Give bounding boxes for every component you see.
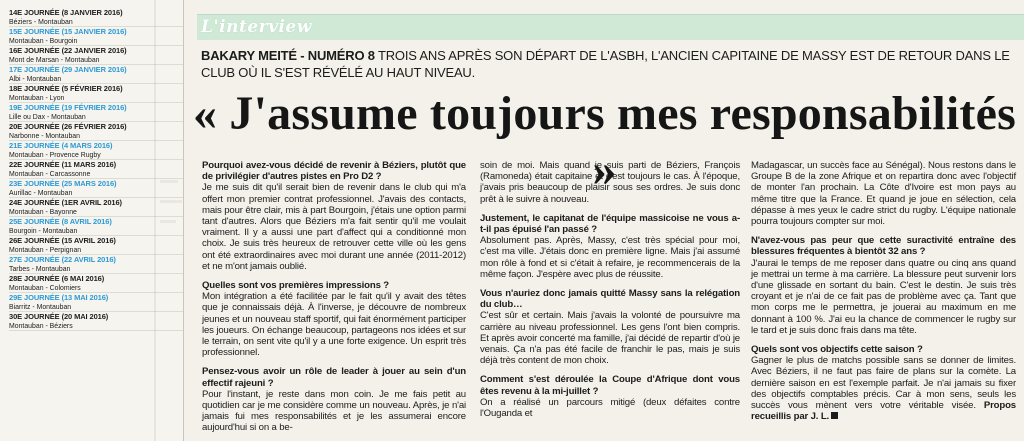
fixture-match: Montauban - Provence Rugby <box>9 150 101 159</box>
closing-answer-text: Gagner le plus de matchs possible sans se donner de limites. Avec Béziers, il ne faut pas faire de plans sur la comète. La dernière saison en est l'exemple parfait. Je n'ai jamais su fixer des objectifs comptables précis. Car à mon sens, seuls les succès vous mènent vers votre véritable visée. <box>751 355 1016 412</box>
interview-answer: Madagascar, un succès face au Sénégal). Nous restons dans le Groupe B de la zone Afrique et on repartira donc avec l'objectif de monter l'an prochain. La Côte d'Ivoire est mon pays au même titre que la France. Et quand je joue en sélection, cela dépasse à mes yeux le cadre strict du rugby. L'équipe nationale pourra toujours compter sur moi. <box>751 160 1016 228</box>
fixture-match: Aurillac - Montauban <box>9 188 73 197</box>
fixture-match: Montauban - Carcassonne <box>9 169 91 178</box>
interview-answer: Pour l'instant, je reste dans mon coin. Je me fais petit au quotidien car je me considère comme un nouveau. Après, je n'ai jamais fui mes responsabilités et je les assumerai encore aujourd'hui si on a be- <box>202 388 466 434</box>
interview-answer: soin de moi. Mais quand je suis parti de Béziers, François (Ramoneda) était capitaine et c'est toujours le cas. À l'époque, j'avais pris beaucoup de plaisir sous ses ordres. Je suis donc prêt à le suivre à nouveau. <box>480 160 740 205</box>
interview-answer: C'est sûr et certain. Mais j'avais la volonté de poursuivre ma carrière au niveau professionnel. Les gens l'ont bien compris. Et après avoir concerté ma famille, j'ai décidé de repartir d'où je venais. Ça n'a pas été facile de franchir le pas, mais je suis déjà très content de mon choix. <box>480 310 740 367</box>
interview-answer: Mon intégration a été facilitée par le fait qu'il y avait des têtes que je connaissais déjà. À l'inverse, je découvre de nombreux jeunes et un nouveau staff sportif, qui fait énormément participer les joueurs. On échange beaucoup, partageons nos idées et sur le terrain, on sent vite qu'il y a une forte exigence. Un esprit très professionnel. <box>202 291 466 359</box>
fixture-day: 15E JOURNÉE (15 JANVIER 2016) <box>9 27 127 36</box>
fixture-match: Béziers - Montauban <box>9 17 73 26</box>
fixture-day: 29E JOURNÉE (13 MAI 2016) <box>9 293 109 302</box>
fixture-day: 18E JOURNÉE (5 FÉVRIER 2016) <box>9 84 123 93</box>
fixture-day: 17E JOURNÉE (29 JANVIER 2016) <box>9 65 127 74</box>
article-deck <box>201 47 1016 81</box>
fixture-day: 22E JOURNÉE (11 MARS 2016) <box>9 160 117 169</box>
fixture-match: Montauban - Colomiers <box>9 283 81 292</box>
fixture-match: Montauban - Bourgoin <box>9 36 78 45</box>
deck-text: TROIS ANS APRÈS SON DÉPART DE L'ASBH, L'ANCIEN CAPITAINE DE MASSY EST DE RETOUR DANS LE CLUB OÙ IL S'EST RÉVÉLÉ AU HAUT NIVEAU. <box>201 48 1010 80</box>
interview-answer: Je me suis dit qu'il serait bien de revenir dans le club qui m'a offert mon premier contrat professionnel. J'avais des contacts, mais pour être clair, mis à part Bourgoin, j'étais une option parmi tant d'autres. Alors que Béziers m'a fait sentir qu'il me voulait vraiment. Il y a aussi une part d'affect qui a conditionné mon choix. Je suis très heureux de retrouver cette ville où les gens ont été extraordinaires avec moi durant une année (2011-2012) et ne m'ont jamais oublié. <box>202 182 466 272</box>
fixture-match: Mont de Marsan - Montauban <box>9 55 100 64</box>
fixture-day: 14E JOURNÉE (8 JANVIER 2016) <box>9 8 123 17</box>
interview-question: N'avez-vous pas peur que cette suractivité entraîne des blessures fréquentes à bientôt 32 ans ? <box>751 235 1016 258</box>
article-column-2 <box>480 160 740 419</box>
article-column-1 <box>202 160 466 434</box>
fixture-match: Montauban - Bayonne <box>9 207 77 216</box>
fixture-match: Bourgoin - Montauban <box>9 226 78 235</box>
fixture-day: 28E JOURNÉE (6 MAI 2016) <box>9 274 105 283</box>
fixture-day: 30E JOURNÉE (20 MAI 2016) <box>9 312 109 321</box>
interview-question: Pensez-vous avoir un rôle de leader à jouer au sein d'un effectif rajeuni ? <box>202 366 466 389</box>
article-headline: « J'assume toujours mes responsabilités » <box>193 87 1016 196</box>
interview-question: Quelles sont vos premières impressions ? <box>202 280 390 292</box>
faded-print-column <box>150 0 183 441</box>
interview-question: Vous n'auriez donc jamais quitté Massy sans la relégation du club… <box>480 288 740 311</box>
fixture-day: 27E JOURNÉE (22 AVRIL 2016) <box>9 255 116 264</box>
article-panel <box>185 0 1024 441</box>
interview-answer: On a réalisé un parcours mitigé (deux défaites contre l'Ouganda et <box>480 396 740 420</box>
interview-question: Pourquoi avez-vous décidé de revenir à Béziers, plutôt que de privilégier d'autres pistes en Pro D2 ? <box>202 160 466 183</box>
fixture-day: 20E JOURNÉE (26 FÉVRIER 2016) <box>9 122 127 131</box>
fixture-day: 19E JOURNÉE (19 FÉVRIER 2016) <box>9 103 127 112</box>
fixture-day: 24E JOURNÉE (1ER AVRIL 2016) <box>9 198 122 207</box>
fixture-match: Lille ou Dax - Montauban <box>9 112 86 121</box>
fixture-match: Montauban - Béziers <box>9 321 73 330</box>
end-of-article-mark <box>831 412 838 419</box>
closing-paragraph <box>751 355 1016 422</box>
fixture-day: 25E JOURNÉE (8 AVRIL 2016) <box>9 217 112 226</box>
fixtures-column <box>0 0 184 441</box>
article-column-3 <box>751 160 1016 422</box>
fixture-match: Albi - Montauban <box>9 74 62 83</box>
fixture-day: 16E JOURNÉE (22 JANVIER 2016) <box>9 46 127 55</box>
fixture-day: 26E JOURNÉE (15 AVRIL 2016) <box>9 236 116 245</box>
fixture-match: Tarbes - Montauban <box>9 264 71 273</box>
interview-question: Quels sont vos objectifs cette saison ? <box>751 344 923 356</box>
interview-answer: J'aurai le temps de me reposer dans quatre ou cinq ans quand je mettrai un terme à ma carrière. La blessure peut survenir lors d'une glissade en sortant du bain. C'est le destin. Je suis très croyant et je n'ai de ce fait pas de problème avec ça. Tant que mon corps me le permettra, je jouerai au maximum en me donnant à 100 %. J'ai eu la chance de commencer le rugby sur le tard et je suis donc frais dans ma tête. <box>751 257 1016 336</box>
interview-question: Justement, le capitanat de l'équipe massicoise ne vous a-t-il pas épuisé l'an passé ? <box>480 212 740 236</box>
byline: Propos recueillis par J. L. <box>751 400 1016 423</box>
deck-player-name: BAKARY MEITÉ - NUMÉRO 8 <box>201 48 375 63</box>
fixture-match: Montauban - Perpignan <box>9 245 82 254</box>
fixture-match: Montauban - Lyon <box>9 93 65 102</box>
fixture-match: Narbonne - Montauban <box>9 131 80 140</box>
section-banner <box>197 14 1024 40</box>
fixture-match: Biarritz - Montauban <box>9 302 72 311</box>
fixture-day: 21E JOURNÉE (4 MARS 2016) <box>9 141 113 150</box>
section-label: L'interview <box>201 17 312 37</box>
interview-answer: Absolument pas. Après, Massy, c'est très spécial pour moi, c'est ma ville. J'étais donc en première ligne. Mais j'ai assumé mon rôle à fond et si c'était à refaire, je recommencerais de la même façon. J'espère avec plus de réussite. <box>480 235 740 280</box>
interview-question: Comment s'est déroulée la Coupe d'Afrique dont vous êtes revenu à la mi-juillet ? <box>480 374 740 397</box>
fixture-day: 23E JOURNÉE (25 MARS 2016) <box>9 179 117 188</box>
